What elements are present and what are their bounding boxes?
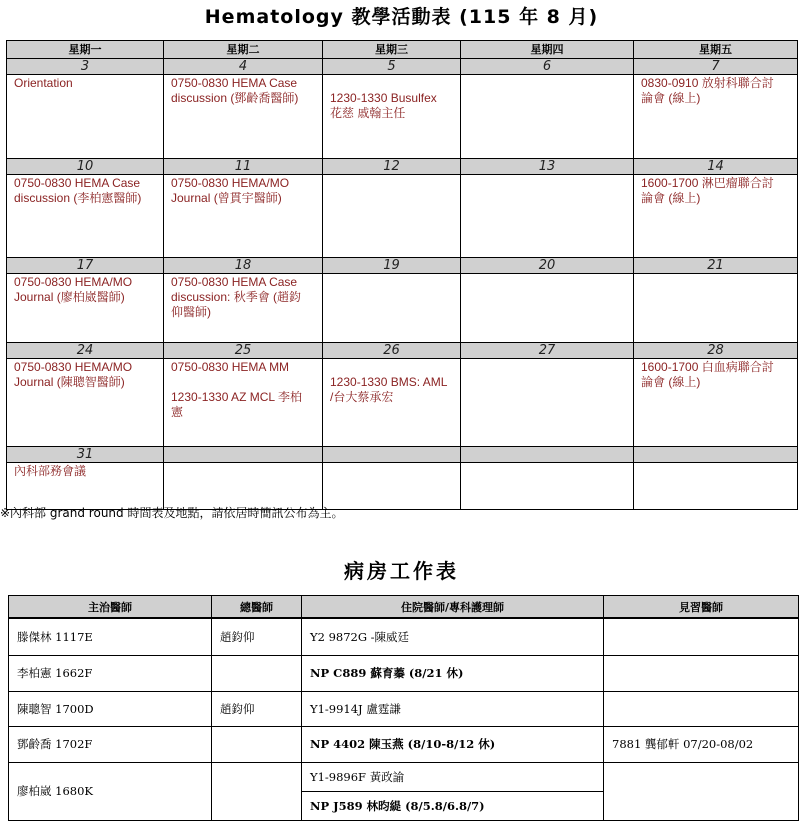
day-number: 19 [323,258,461,274]
day-number: 6 [461,59,634,75]
event-line: discussion (李柏憲醫師) [14,191,142,205]
event-line: 0750-0830 HEMA Case [171,76,298,90]
day-number: 25 [164,343,323,359]
weekday-header: 星期四 [461,41,634,59]
np-cell: NP 4402 陳玉燕 (8/10-8/12 休) [302,726,604,762]
event-line: Journal (陳聰智醫師) [14,375,125,389]
day-events [164,75,323,159]
day-number: 18 [164,258,323,274]
day-number: 7 [634,59,798,75]
day-number: 5 [323,59,461,75]
day-number: 14 [634,159,798,175]
day-events [323,75,461,159]
day-events [164,274,323,343]
event-line: 論會 (線上) [641,375,701,389]
day-number: 27 [461,343,634,359]
event-line: 論會 (線上) [641,91,701,105]
event-line: discussion: 秋季會 (趙鈞 [171,290,302,304]
event-line: 0750-0830 HEMA/MO [14,275,133,289]
student-cell [604,655,799,691]
day-number: 3 [7,59,164,75]
header-resident: 住院醫師/專科護理師 [302,596,604,619]
event-line: 0750-0830 HEMA/MO [171,176,290,190]
event-line: 內科部務會議 [14,464,87,478]
chief-cell: 趙鈞仰 [212,618,302,655]
event-line: 1600-1700 淋巴瘤聯合討 [641,176,774,190]
day-number: 12 [323,159,461,175]
chief-cell: 趙鈞仰 [212,691,302,726]
weekday-header: 星期五 [634,41,798,59]
event-line: 0750-0830 HEMA Case [171,275,298,289]
day-number: 4 [164,59,323,75]
attending-cell: 鄧齡喬 1702F [9,726,212,762]
event-line: Orientation [14,76,73,90]
day-events [634,463,798,510]
day-events [634,359,798,447]
day-events [7,274,164,343]
day-number: 13 [461,159,634,175]
attending-cell: 李柏憲 1662F [9,655,212,691]
header-chief: 總醫師 [212,596,302,619]
day-events [634,274,798,343]
weekday-header: 星期二 [164,41,323,59]
event-line: 1230-1330 BMS: AML [330,375,448,389]
day-events [461,463,634,510]
header-student: 見習醫師 [604,596,799,619]
event-line: 0830-0910 放射科聯合討 [641,76,774,90]
day-events [323,175,461,258]
day-number: 21 [634,258,798,274]
day-events [7,463,164,510]
attending-cell: 陳聰智 1700D [9,691,212,726]
chief-cell [212,762,302,820]
resident-cell: Y2 9872G -陳威廷 [302,618,604,655]
day-number [634,447,798,463]
day-number: 10 [7,159,164,175]
resident-cell: Y1-9914J 盧霆謙 [302,691,604,726]
day-events [7,359,164,447]
event-line: 0750-0830 HEMA Case [14,176,141,190]
event-line: 1230-1330 Busulfex [330,91,437,105]
day-events [323,463,461,510]
event-line: 論會 (線上) [641,191,701,205]
day-events [164,463,323,510]
grand-round-note: ※內科部 grand round 時間表及地點，請依居時簡訊公布為主。 [0,506,344,520]
day-number: 11 [164,159,323,175]
event-line: Journal (廖柏崴醫師) [14,290,125,304]
event-line: 仰醫師) [171,305,211,319]
activity-calendar [6,40,798,510]
resident-cell: Y1-9896F 黃政諭 [302,762,604,791]
day-events [461,75,634,159]
event-line [330,360,454,375]
day-events [634,175,798,258]
day-events [323,359,461,447]
header-attending: 主治醫師 [9,596,212,619]
event-line: /台大蔡承宏 [330,390,394,404]
day-events [7,175,164,258]
event-line: Journal (曾貫宇醫師) [171,191,282,205]
day-number: 17 [7,258,164,274]
event-line: discussion (鄧齡喬醫師) [171,91,299,105]
weekday-header: 星期一 [7,41,164,59]
day-number: 31 [7,447,164,463]
weekday-header: 星期三 [323,41,461,59]
event-line: 憲 [171,405,184,419]
ward-schedule-title: 病房工作表 [344,559,459,583]
event-line: 0750-0830 HEMA/MO [14,360,133,374]
day-events [634,75,798,159]
event-line: 1230-1330 AZ MCL 李柏 [171,390,302,404]
day-events [7,75,164,159]
chief-cell [212,726,302,762]
day-events [461,175,634,258]
day-events [461,274,634,343]
page-title: Hematology 教學活動表 (115 年 8 月) [204,6,599,28]
student-cell: 7881 龔郁軒 07/20-08/02 [604,726,799,762]
day-number: 26 [323,343,461,359]
chief-cell [212,655,302,691]
day-number: 24 [7,343,164,359]
day-number [164,447,323,463]
day-events [461,359,634,447]
day-number [323,447,461,463]
day-events [164,359,323,447]
attending-cell: 滕傑林 1117E [9,618,212,655]
ward-schedule-table [8,595,799,821]
day-number [461,447,634,463]
student-cell [604,618,799,655]
event-line [171,375,316,390]
student-cell [604,762,799,820]
attending-cell: 廖柏崴 1680K [9,762,212,820]
event-line: 1600-1700 白血病聯合討 [641,360,774,374]
np-cell: NP C889 蘇育蓁 (8/21 休) [302,655,604,691]
day-number: 28 [634,343,798,359]
day-events [164,175,323,258]
day-events [323,274,461,343]
event-line: 0750-0830 HEMA MM [171,360,290,374]
event-line [330,76,454,91]
np-cell: NP J589 林昀緹 (8/5.8/6.8/7) [302,791,604,820]
student-cell [604,691,799,726]
event-line: 花慈 戚翰主任 [330,106,406,120]
day-number: 20 [461,258,634,274]
